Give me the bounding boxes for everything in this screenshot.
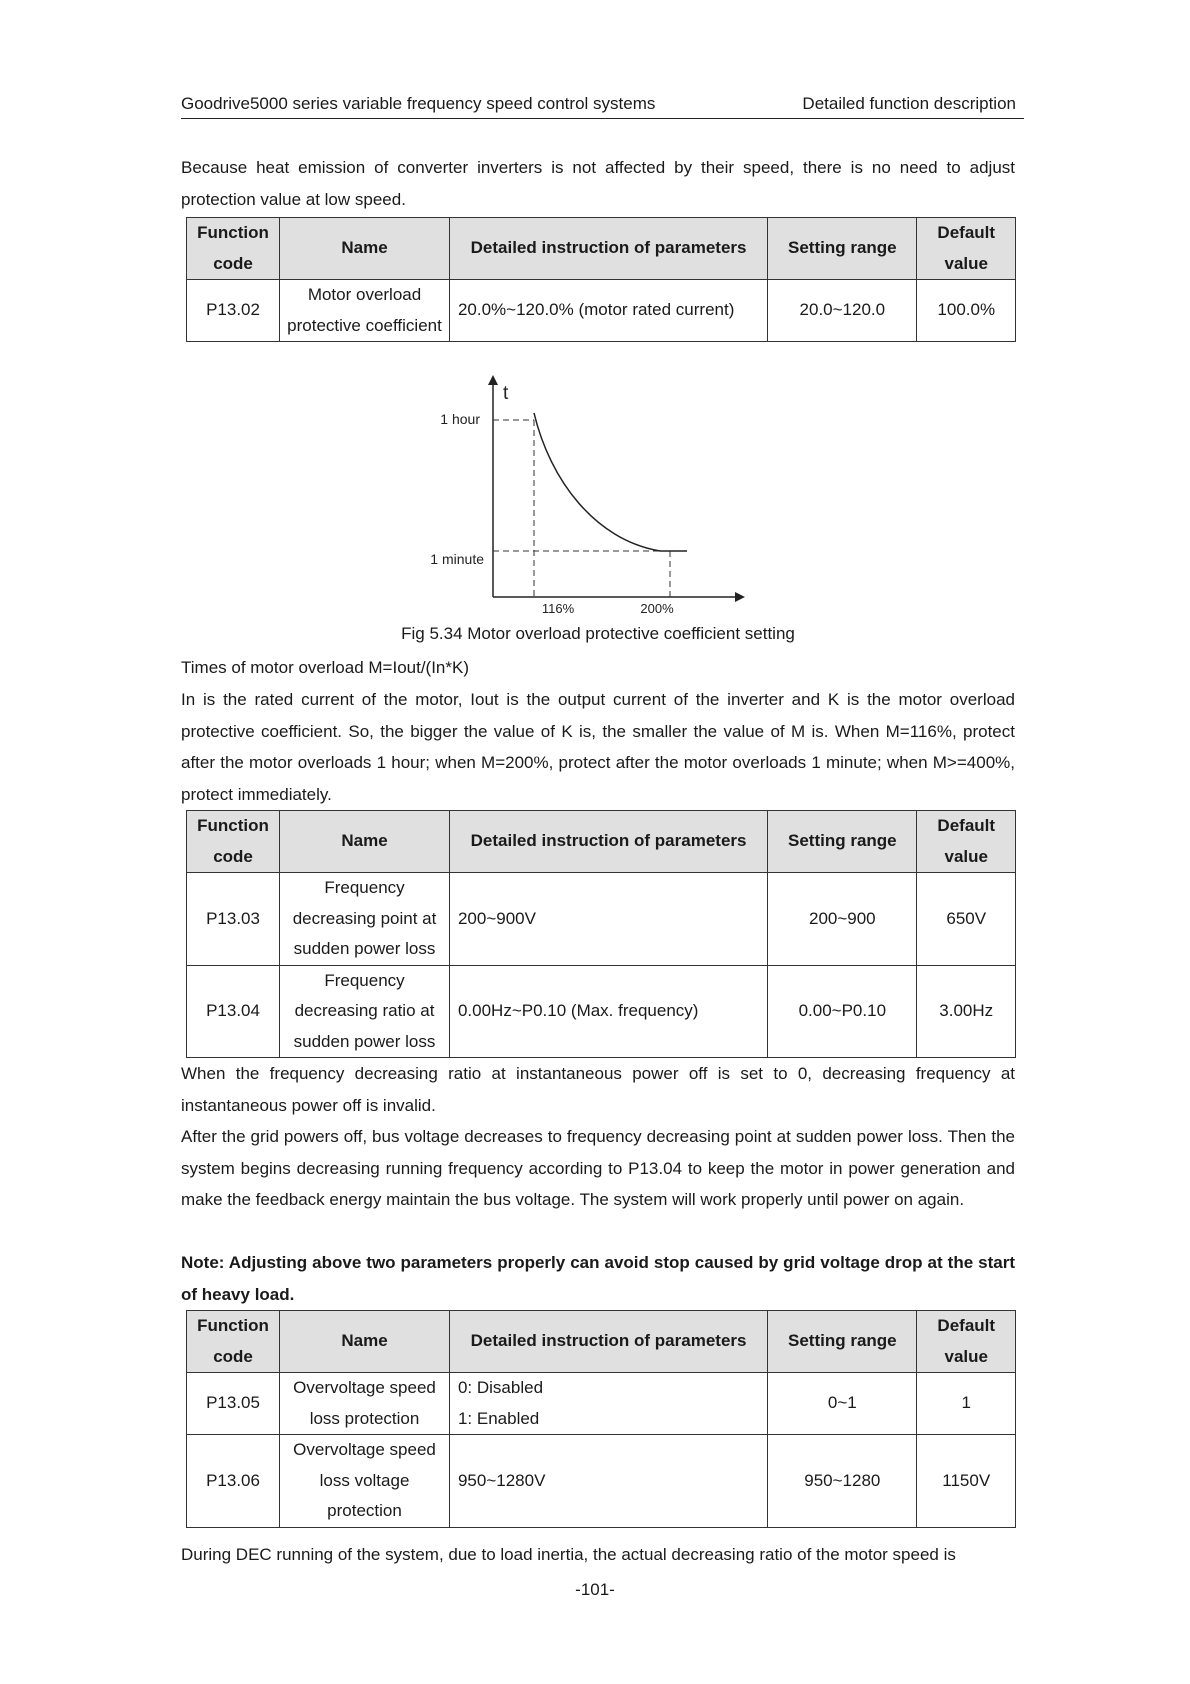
cell-range: 0~1 bbox=[768, 1373, 917, 1435]
cell-default: 1150V bbox=[917, 1435, 1016, 1528]
table-row bbox=[187, 1435, 1016, 1528]
parameter-table-2 bbox=[186, 810, 1016, 1058]
cell-code: P13.06 bbox=[187, 1435, 280, 1528]
page-number: -101- bbox=[575, 1580, 615, 1599]
header-detail: Detailed instruction of parameters bbox=[449, 811, 767, 873]
paragraph-invalid-note: When the frequency decreasing ratio at instantaneous power off is set to 0, decreasing frequency at instantaneous power off is invalid. bbox=[181, 1064, 1015, 1115]
cell-default: 650V bbox=[917, 873, 1016, 966]
y-axis-arrow-icon bbox=[488, 375, 498, 385]
paragraph-note: Note: Adjusting above two parameters properly can avoid stop caused by grid voltage drop at the start of heavy load. bbox=[181, 1253, 1015, 1304]
cell-default: 100.0% bbox=[917, 280, 1016, 342]
header-setting-range: Setting range bbox=[768, 1311, 917, 1373]
cell-code: P13.03 bbox=[187, 873, 280, 966]
cell-code: P13.05 bbox=[187, 1373, 280, 1435]
cell-detail: 200~900V bbox=[449, 873, 767, 966]
cell-detail: 0.00Hz~P0.10 (Max. frequency) bbox=[449, 965, 767, 1058]
header-setting-range: Setting range bbox=[768, 811, 917, 873]
header-default-value: Default value bbox=[917, 1311, 1016, 1373]
header-name: Name bbox=[280, 1311, 450, 1373]
y-tick-1-hour: 1 hour bbox=[440, 411, 480, 427]
x-tick-200: 200% bbox=[640, 601, 674, 616]
cell-detail bbox=[449, 1373, 767, 1435]
x-tick-116: 116% bbox=[541, 601, 575, 616]
header-default-value: Default value bbox=[917, 218, 1016, 280]
header-name: Name bbox=[280, 811, 450, 873]
cell-code: P13.02 bbox=[187, 280, 280, 342]
cell-name: Overvoltage speed loss protection bbox=[280, 1373, 450, 1435]
cell-name: Motor overload protective coefficient bbox=[280, 280, 450, 342]
x-axis-arrow-icon bbox=[735, 592, 745, 602]
cell-range: 0.00~P0.10 bbox=[768, 965, 917, 1058]
header-detail: Detailed instruction of parameters bbox=[449, 218, 767, 280]
header-title: Goodrive5000 series variable frequency speed control systems bbox=[181, 94, 656, 113]
table-header-row bbox=[187, 218, 1016, 280]
table-header-row bbox=[187, 811, 1016, 873]
cell-range: 950~1280 bbox=[768, 1435, 917, 1528]
y-tick-1-minute: 1 minute bbox=[430, 551, 484, 567]
cell-default: 1 bbox=[917, 1373, 1016, 1435]
cell-range: 20.0~120.0 bbox=[768, 280, 917, 342]
cell-detail: 950~1280V bbox=[449, 1435, 767, 1528]
parameter-table-3 bbox=[186, 1310, 1016, 1528]
paragraph-formula: Times of motor overload M=Iout/(In*K) bbox=[181, 658, 470, 677]
header-detail: Detailed instruction of parameters bbox=[449, 1311, 767, 1373]
page-header bbox=[181, 92, 1024, 119]
cell-name: Frequency decreasing ratio at sudden power loss bbox=[280, 965, 450, 1058]
cell-code: P13.04 bbox=[187, 965, 280, 1058]
detail-option-1: 1: Enabled bbox=[457, 1408, 540, 1428]
figure-caption: Fig 5.34 Motor overload protective coefficient setting bbox=[401, 624, 795, 643]
cell-name: Overvoltage speed loss voltage protection bbox=[280, 1435, 450, 1528]
paragraph-grid-power-off: After the grid powers off, bus voltage decreases to frequency decreasing point at sudden power loss. Then the system begins decreasing running frequency according to P13.04 to keep the motor in power generation and make the feedback energy maintain the bus voltage. The system will work properly until power on again. bbox=[181, 1127, 1015, 1209]
header-section: Detailed function description bbox=[802, 94, 1016, 113]
header-function-code: Function code bbox=[187, 811, 280, 873]
overload-curve bbox=[534, 413, 687, 551]
header-default-value: Default value bbox=[917, 811, 1016, 873]
table-row bbox=[187, 965, 1016, 1058]
table-row bbox=[187, 1373, 1016, 1435]
cell-range: 200~900 bbox=[768, 873, 917, 966]
table-row bbox=[187, 873, 1016, 966]
header-setting-range: Setting range bbox=[768, 218, 917, 280]
overload-curve-figure bbox=[400, 375, 760, 620]
y-axis-label: t bbox=[503, 383, 509, 404]
table-header-row bbox=[187, 1311, 1016, 1373]
paragraph-explanation: In is the rated current of the motor, Iout is the output current of the inverter and K is the motor overload protective coefficient. So, the bigger the value of K is, the smaller the value of M is. When M=116%, protect after the motor overloads 1 hour; when M=200%, protect after the motor overloads 1 minute; when M>=400%, protect immediately. bbox=[181, 690, 1015, 804]
table-row bbox=[187, 280, 1016, 342]
parameter-table-1 bbox=[186, 217, 1016, 342]
paragraph-dec-running: During DEC running of the system, due to load inertia, the actual decreasing ratio of the motor speed is bbox=[181, 1545, 956, 1564]
header-name: Name bbox=[280, 218, 450, 280]
header-function-code: Function code bbox=[187, 218, 280, 280]
paragraph-intro: Because heat emission of converter inverters is not affected by their speed, there is no need to adjust protection value at low speed. bbox=[181, 158, 1015, 209]
cell-detail: 20.0%~120.0% (motor rated current) bbox=[449, 280, 767, 342]
cell-default: 3.00Hz bbox=[917, 965, 1016, 1058]
cell-name: Frequency decreasing point at sudden power loss bbox=[280, 873, 450, 966]
detail-option-0: 0: Disabled bbox=[457, 1378, 544, 1397]
header-function-code: Function code bbox=[187, 1311, 280, 1373]
